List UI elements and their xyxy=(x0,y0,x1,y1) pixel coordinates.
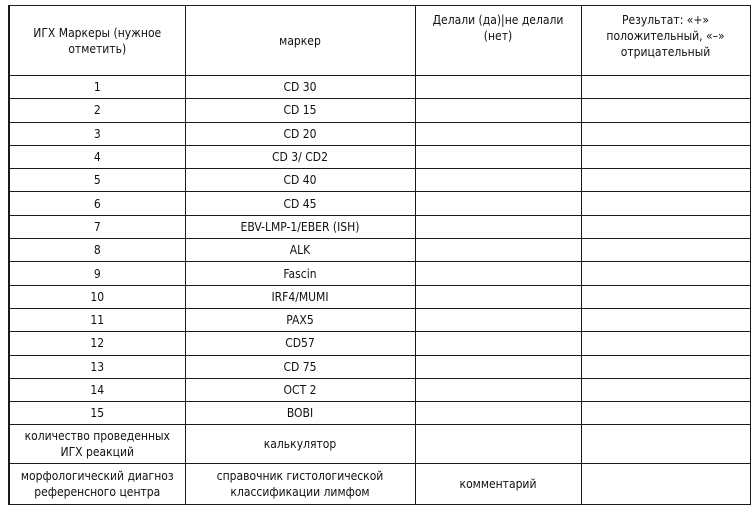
row-done-cell[interactable] xyxy=(415,192,581,215)
row-done-cell[interactable] xyxy=(415,355,581,378)
row-result-cell[interactable] xyxy=(581,215,750,238)
row-result-cell[interactable] xyxy=(581,262,750,285)
table-row xyxy=(9,402,750,425)
row-marker: Fascin xyxy=(185,262,415,285)
table-row xyxy=(9,169,750,192)
row-result-cell[interactable] xyxy=(581,239,750,262)
row-marker: CD 30 xyxy=(185,76,415,99)
row-number: 3 xyxy=(9,122,185,145)
table-row xyxy=(9,332,750,355)
row-marker: CD 20 xyxy=(185,122,415,145)
row-done-cell[interactable] xyxy=(415,332,581,355)
table-row xyxy=(9,262,750,285)
row-marker: CD 40 xyxy=(185,169,415,192)
table-row xyxy=(9,355,750,378)
table-row xyxy=(9,99,750,122)
table-row xyxy=(9,145,750,168)
row-number: 1 xyxy=(9,76,185,99)
header-marker: маркер xyxy=(185,6,415,76)
count-row xyxy=(9,425,750,464)
table-row xyxy=(9,192,750,215)
row-marker: CD57 xyxy=(185,332,415,355)
row-result-cell[interactable] xyxy=(581,145,750,168)
row-result-cell[interactable] xyxy=(581,378,750,401)
row-done-cell[interactable] xyxy=(415,402,581,425)
row-number: 14 xyxy=(9,378,185,401)
row-number: 7 xyxy=(9,215,185,238)
table-header-row xyxy=(9,6,750,76)
row-marker: ALK xyxy=(185,239,415,262)
row-result-cell[interactable] xyxy=(581,285,750,308)
diagnosis-label: морфологический диагноз референсного центра xyxy=(9,464,185,505)
igh-markers-table xyxy=(8,5,751,505)
diagnosis-row xyxy=(9,464,750,505)
row-marker: CD 3/ CD2 xyxy=(185,145,415,168)
row-number: 15 xyxy=(9,402,185,425)
igh-markers-table-wrapper xyxy=(8,5,751,505)
row-done-cell[interactable] xyxy=(415,285,581,308)
calculator-cell[interactable]: калькулятор xyxy=(185,425,415,464)
row-marker: BOBI xyxy=(185,402,415,425)
row-done-cell[interactable] xyxy=(415,308,581,331)
row-number: 9 xyxy=(9,262,185,285)
row-marker: IRF4/MUMI xyxy=(185,285,415,308)
row-result-cell[interactable] xyxy=(581,192,750,215)
row-number: 2 xyxy=(9,99,185,122)
table-row xyxy=(9,215,750,238)
row-number: 8 xyxy=(9,239,185,262)
table-row xyxy=(9,285,750,308)
table-row xyxy=(9,239,750,262)
table-row xyxy=(9,122,750,145)
row-done-cell[interactable] xyxy=(415,239,581,262)
row-marker: EBV-LMP-1/EBER (ISH) xyxy=(185,215,415,238)
row-done-cell[interactable] xyxy=(415,378,581,401)
row-result-cell[interactable] xyxy=(581,76,750,99)
row-number: 10 xyxy=(9,285,185,308)
count-label: количество проведенных ИГХ реакций xyxy=(9,425,185,464)
row-done-cell[interactable] xyxy=(415,99,581,122)
header-result: Результат: «+» положительный, «–» отрицательный xyxy=(581,6,750,76)
row-done-cell[interactable] xyxy=(415,215,581,238)
table-row xyxy=(9,378,750,401)
row-marker: OCT 2 xyxy=(185,378,415,401)
row-done-cell[interactable] xyxy=(415,122,581,145)
row-marker: CD 15 xyxy=(185,99,415,122)
row-marker: PAX5 xyxy=(185,308,415,331)
row-done-cell[interactable] xyxy=(415,262,581,285)
row-result-cell[interactable] xyxy=(581,169,750,192)
comment-cell[interactable]: комментарий xyxy=(415,464,581,505)
row-result-cell[interactable] xyxy=(581,355,750,378)
row-number: 4 xyxy=(9,145,185,168)
row-number: 13 xyxy=(9,355,185,378)
row-result-cell[interactable] xyxy=(581,332,750,355)
row-result-cell[interactable] xyxy=(581,99,750,122)
count-done-cell[interactable] xyxy=(415,425,581,464)
row-done-cell[interactable] xyxy=(415,145,581,168)
count-result-cell[interactable] xyxy=(581,425,750,464)
header-done: Делали (да)|не делали (нет) xyxy=(415,6,581,76)
diagnosis-result-cell[interactable] xyxy=(581,464,750,505)
row-result-cell[interactable] xyxy=(581,122,750,145)
row-number: 12 xyxy=(9,332,185,355)
row-done-cell[interactable] xyxy=(415,169,581,192)
row-done-cell[interactable] xyxy=(415,76,581,99)
row-result-cell[interactable] xyxy=(581,308,750,331)
row-number: 11 xyxy=(9,308,185,331)
row-result-cell[interactable] xyxy=(581,402,750,425)
table-row xyxy=(9,308,750,331)
row-number: 5 xyxy=(9,169,185,192)
classification-reference-cell[interactable]: справочник гистологической классификации лимфом xyxy=(185,464,415,505)
row-number: 6 xyxy=(9,192,185,215)
row-marker: CD 45 xyxy=(185,192,415,215)
header-igh-markers: ИГХ Маркеры (нужное отметить) xyxy=(9,6,185,76)
table-row xyxy=(9,76,750,99)
row-marker: CD 75 xyxy=(185,355,415,378)
